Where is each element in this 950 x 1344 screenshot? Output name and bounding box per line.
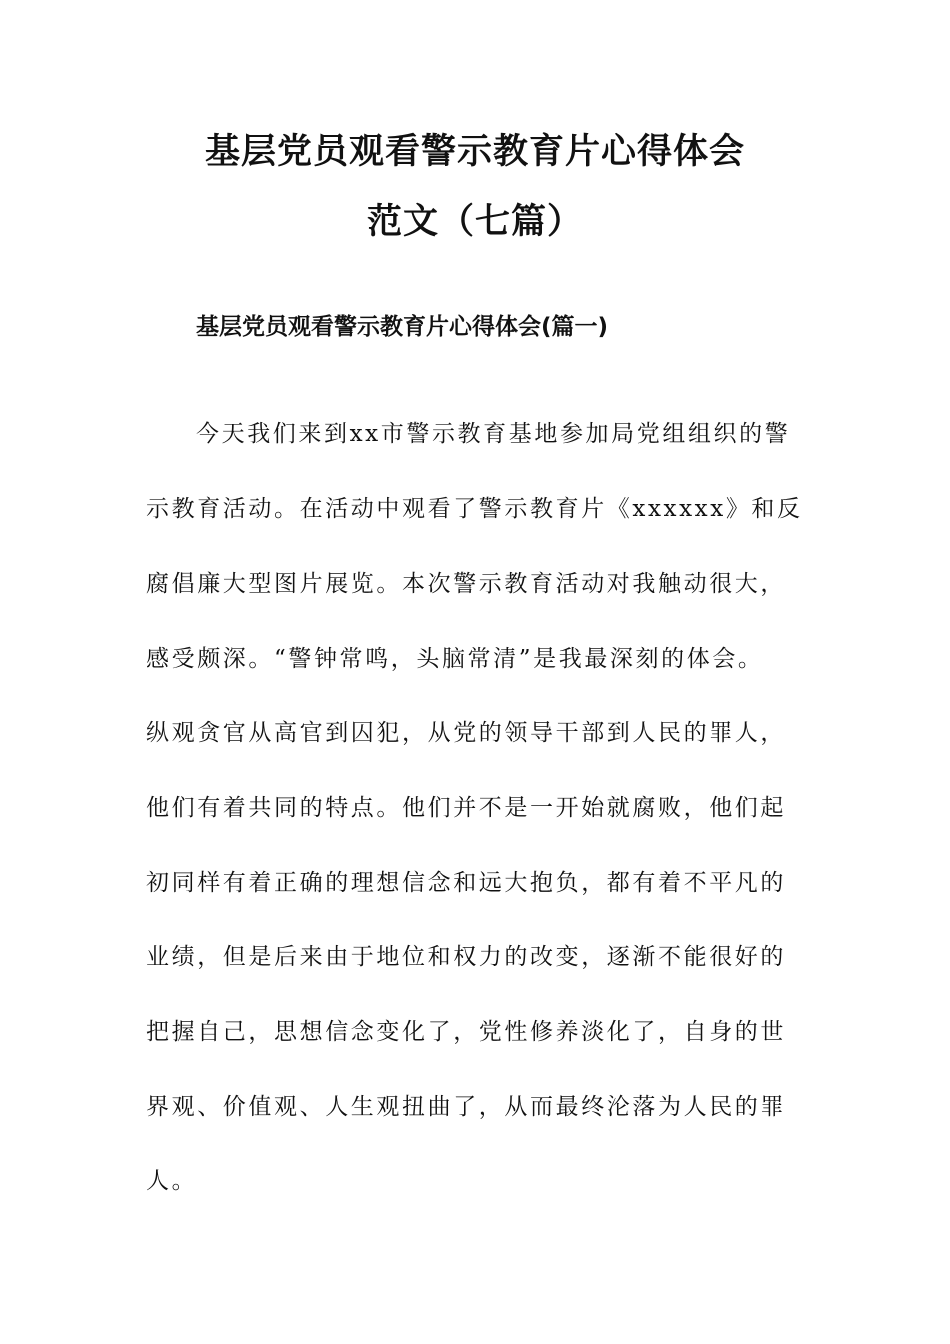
section-heading: 基层党员观看警示教育片心得体会(篇一) (196, 314, 609, 340)
paragraph-line: 感受颇深。“警钟常鸣，头脑常清”是我最深刻的体会。 (146, 646, 764, 672)
document-title-line-1: 基层党员观看警示教育片心得体会 (204, 132, 745, 172)
paragraph-line: 初同样有着正确的理想信念和远大抱负，都有着不平凡的 (146, 870, 786, 896)
paragraph-line: 示教育活动。在活动中观看了警示教育片《xxxxxx》和反 (146, 496, 803, 522)
paragraph-line: 今天我们来到xx市警示教育基地参加局党组组织的警 (196, 421, 791, 447)
paragraph-line: 人。 (146, 1168, 198, 1194)
paragraph-line: 业绩，但是后来由于地位和权力的改变，逐渐不能很好的 (146, 944, 786, 970)
paragraph-line: 纵观贪官从高官到囚犯，从党的领导干部到人民的罪人， (146, 720, 786, 746)
paragraph-line: 界观、价值观、人生观扭曲了，从而最终沦落为人民的罪 (146, 1094, 786, 1120)
paragraph-line: 把握自己，思想信念变化了，党性修养淡化了，自身的世 (146, 1019, 786, 1045)
document-title-line-2: 范文（七篇） (366, 202, 583, 242)
paragraph-line: 他们有着共同的特点。他们并不是一开始就腐败，他们起 (146, 795, 786, 821)
paragraph-line: 腐倡廉大型图片展览。本次警示教育活动对我触动很大， (146, 571, 786, 597)
